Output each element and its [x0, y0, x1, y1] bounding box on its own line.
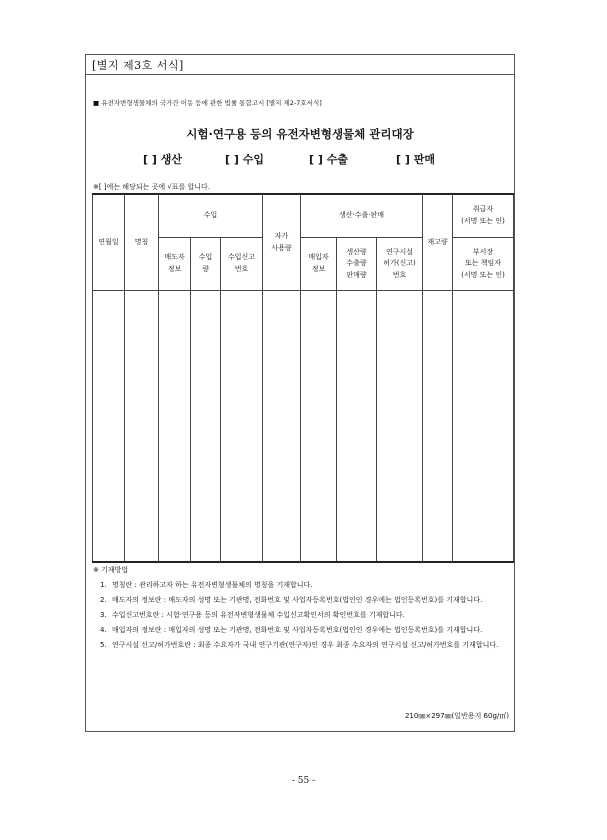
list-item-text: 연구시설 신고/허가번호란 : 최종 수요자가 국내 연구기관(연구자)인 경우 최종 수요자의 연구시설 신고/허가번호를 기재합니다.: [112, 640, 499, 649]
col-supervisor-line3: (서명 또는 인): [461, 270, 505, 279]
list-item-text: 매입자의 정보란 : 매입자의 성명 또는 기관명, 전화번호 및 사업자등록번호(법인인 경우에는 법인등록번호)를 기재합니다.: [112, 625, 483, 634]
col-handler: [453, 194, 514, 238]
table-row: [93, 291, 514, 563]
form-tag: [별지 제3호 서식]: [92, 59, 184, 72]
guide-list: [100, 580, 510, 654]
list-item-number: 1.: [100, 581, 107, 589]
list-item: [100, 580, 510, 592]
paper-spec: 210㎜×297㎜(일반용지 60g/㎡): [404, 712, 509, 720]
type-production: [ ] 생산: [143, 153, 182, 166]
law-reference: ■ 유전자변형생물체의 국가간 이동 등에 관한 법률 통합고시 [별지 제2-7호서식]: [93, 99, 322, 107]
col-export-qty: 수출량: [346, 259, 367, 268]
col-buyer-info-line2: 정보: [311, 265, 326, 273]
list-item-number: 5.: [100, 640, 107, 649]
col-production-group: 생산·수출·판매: [301, 194, 423, 238]
col-facility-no-line1: 연구시설: [385, 247, 414, 256]
type-import: [ ] 수입: [225, 153, 264, 166]
cell-import-report-no[interactable]: [221, 291, 263, 563]
col-prod-export-sales: [337, 238, 377, 291]
cell-import-qty[interactable]: [191, 291, 221, 563]
col-supervisor: [453, 238, 514, 291]
cell-buyer-info[interactable]: [301, 291, 337, 563]
cell-seller-info[interactable]: [159, 291, 191, 563]
col-import-qty-line2: 량: [202, 265, 209, 273]
col-import-qty-line1: 수입: [198, 253, 213, 262]
list-item: [100, 595, 510, 607]
col-import-qty: [191, 238, 221, 291]
ledger-table: [92, 193, 514, 563]
cell-stock[interactable]: [423, 291, 453, 563]
col-import-group: 수입: [159, 194, 263, 238]
cell-facility-no[interactable]: [377, 291, 423, 563]
page-number: - 55 -: [291, 776, 316, 786]
col-seller-info-line1: 매도자: [164, 253, 185, 262]
col-buyer-info: [301, 238, 337, 291]
form-tag-divider: [86, 74, 514, 75]
type-export: [ ] 수출: [309, 153, 348, 166]
col-supervisor-line1: 부서장: [472, 247, 494, 256]
col-sales-qty: 판매량: [346, 270, 367, 279]
list-item-text: 명칭란 : 관리하고자 하는 유전자변형생물체의 명칭을 기재합니다.: [112, 581, 313, 589]
col-buyer-info-line1: 매입자: [308, 253, 329, 262]
cell-signature[interactable]: [453, 291, 514, 563]
list-item: [100, 640, 510, 652]
col-production-qty: 생산량: [346, 247, 367, 256]
list-item-text: 매도자의 정보란 : 매도자의 성명 또는 기관명, 전화번호 및 사업자등록번호(법인인 경우에는 법인등록번호)를 기재합니다.: [112, 595, 483, 604]
cell-self-use[interactable]: [263, 291, 301, 563]
guide-heading: ※ 기재방법: [93, 566, 129, 574]
list-item-number: 4.: [100, 625, 107, 634]
col-seller-info-line2: 정보: [167, 265, 182, 273]
type-sales: [ ] 판매: [396, 153, 435, 166]
page-title: 시험·연구용 등의 유전자변형생물체 관리대장: [186, 127, 414, 141]
col-handler-line2: (서명 또는 인): [461, 217, 505, 225]
col-supervisor-line2: 또는 책임자: [464, 259, 502, 268]
col-import-report-no: [221, 238, 263, 291]
col-date: 연월일: [93, 194, 125, 291]
cell-prod-export-sales[interactable]: [337, 291, 377, 563]
check-note: ※[ ]에는 해당되는 곳에 √표를 합니다.: [93, 183, 211, 191]
col-import-report-no-line1: 수입신고: [227, 253, 256, 262]
col-facility-no-line2: 허가(신고): [383, 259, 416, 268]
col-facility-no: [377, 238, 423, 291]
list-item-number: 2.: [100, 595, 107, 604]
col-stock: 재고량: [423, 194, 453, 291]
list-item-number: 3.: [100, 610, 107, 619]
list-item: [100, 610, 510, 622]
col-import-report-no-line2: 번호: [234, 265, 249, 273]
list-item-text: 수입신고번호란 : 시험·연구용 등의 유전자변형생물체 수입신고확인서의 확인번호를 기재합니다.: [112, 610, 405, 619]
col-seller-info: [159, 238, 191, 291]
col-self-use-line2: 사용량: [271, 243, 292, 252]
col-self-use-line1: 자가: [274, 231, 289, 240]
list-item: [100, 625, 510, 637]
col-self-use: [263, 194, 301, 291]
col-handler-line1: 취급자: [472, 205, 494, 214]
cell-date[interactable]: [93, 291, 125, 563]
col-name: 명칭: [125, 194, 159, 291]
col-facility-no-line3: 번호: [392, 270, 407, 279]
cell-name[interactable]: [125, 291, 159, 563]
